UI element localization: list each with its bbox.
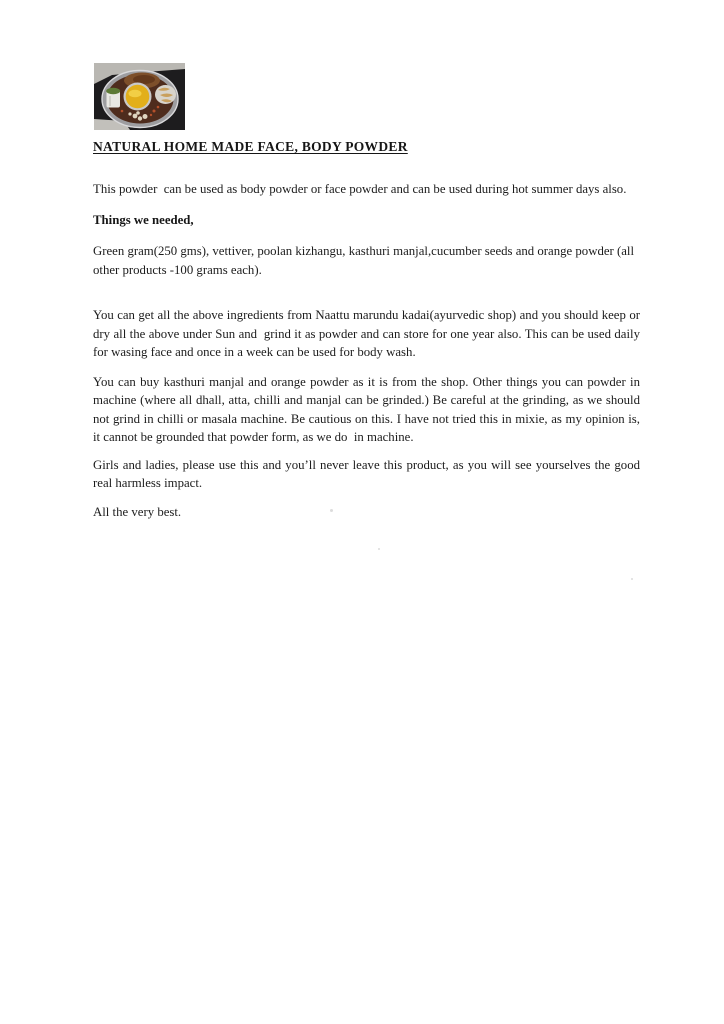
ingredients-photo: [94, 63, 185, 130]
paragraph-sourcing-instructions: You can get all the above ingredients from Naattu marundu kadai(ayurvedic shop) and you should keep or dry all the above under Sun and grind it as powder and can store for one year also. This can be used daily for wasing face and once in a week can be used for body wash.: [93, 308, 644, 359]
paragraph-ingredients-list: Green gram(250 gms), vettiver, poolan kizhangu, kasthuri manjal,cucumber seeds and orange powder (all other products -100 grams each).: [93, 244, 638, 277]
document-title: NATURAL HOME MADE FACE, BODY POWDER: [93, 139, 408, 154]
document-body: [93, 139, 644, 521]
paragraph-recommendation: Girls and ladies, please use this and you’ll never leave this product, as you will see yourselves the good real harmless impact.: [93, 457, 644, 490]
paragraph-things-we-needed-heading: Things we needed,: [93, 212, 194, 227]
ingredients-photo-graphic: [94, 63, 185, 130]
scan-speck: [330, 509, 333, 512]
scan-speck: [631, 578, 633, 580]
paragraph-intro: This powder can be used as body powder or face powder and can be used during hot summer days also.: [93, 182, 627, 196]
paragraph-closing: All the very best.: [93, 504, 182, 519]
paragraph-grinding-caution: You can buy kasthuri manjal and orange powder as it is from the shop. Other things you can powder in machine (where all dhall, atta, chilli and manjal can be grinded.) Be careful at the grinding, as we should not grind in chilli or masala machine. Be cautious on this. I have not tried this in mixie, as my opinion is, it cannot be grounded that powder form, as we do in machine.: [93, 374, 644, 444]
scan-speck: [378, 548, 380, 550]
